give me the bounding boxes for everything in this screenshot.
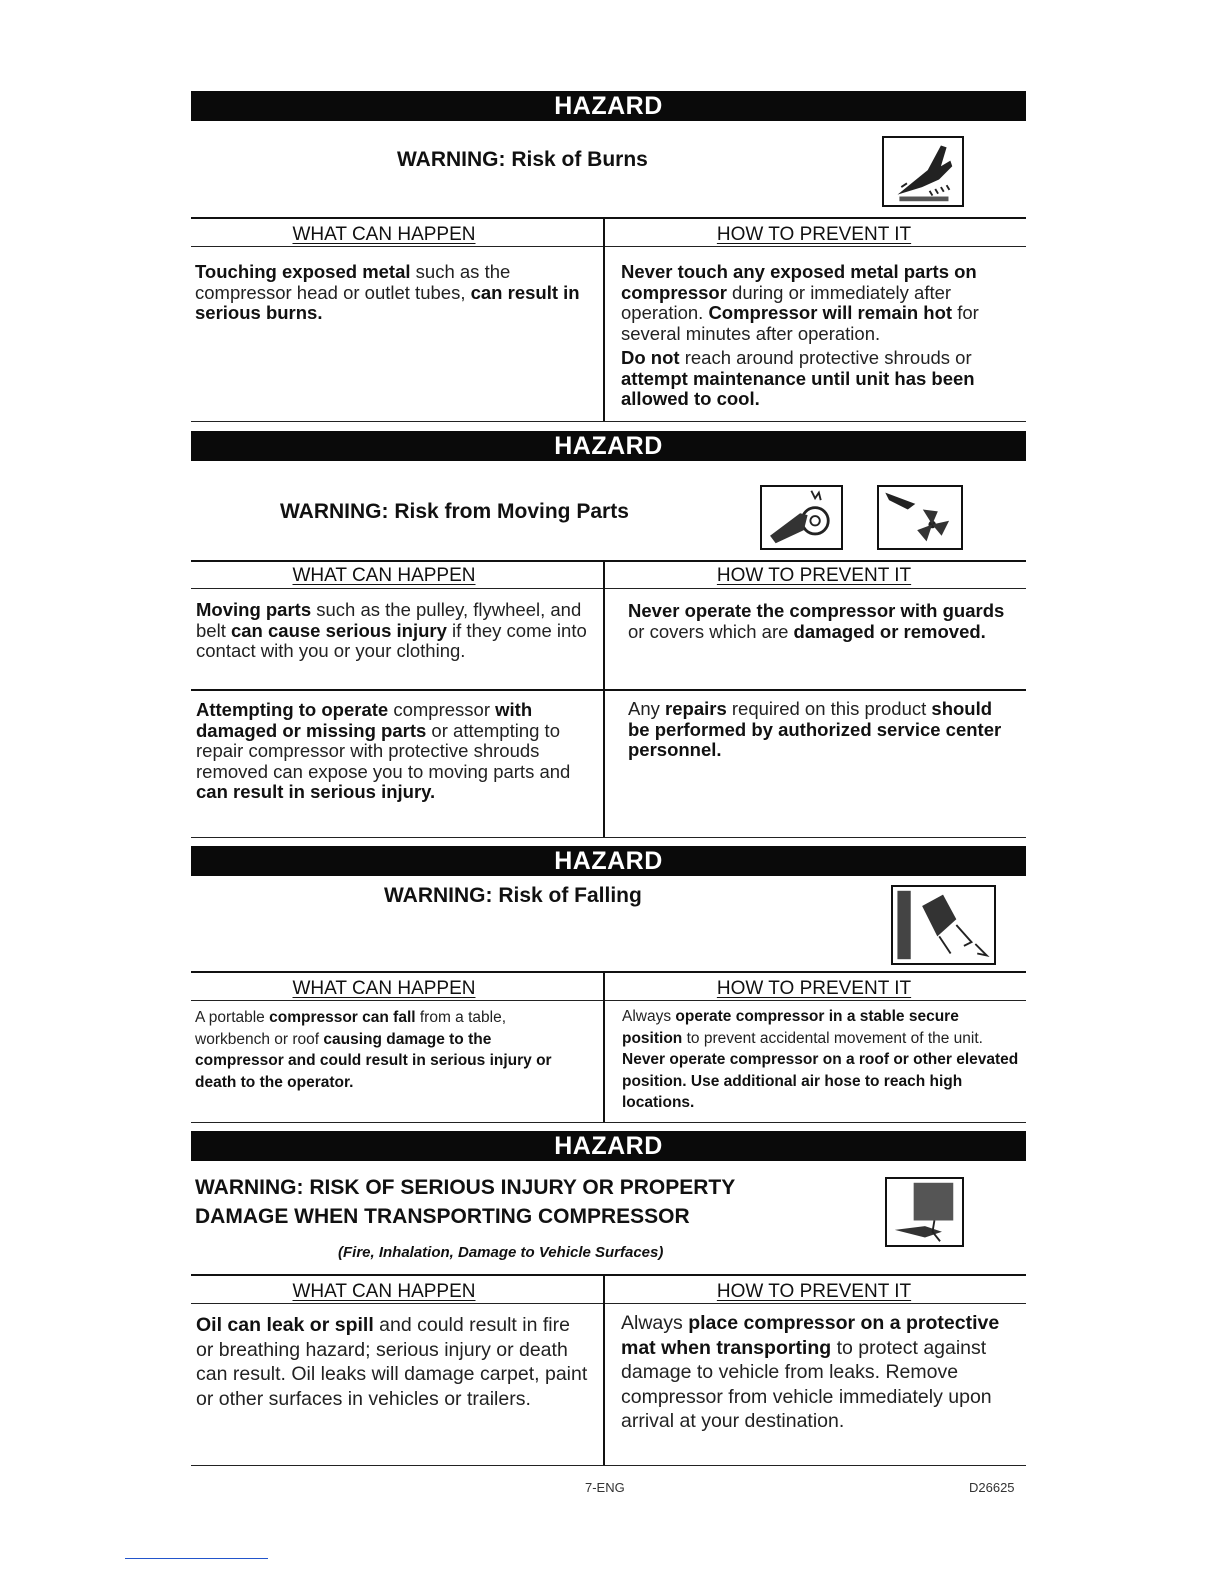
bold-text-run: can result in serious injury.	[196, 781, 436, 802]
what-can-happen-text	[195, 262, 580, 324]
column-header-what: WHAT CAN HAPPEN	[292, 565, 476, 586]
table-top-rule	[191, 217, 1026, 219]
warning-title-burns: WARNING: Risk of Burns	[397, 148, 648, 171]
text-run: A portable	[195, 1009, 270, 1026]
bold-text-run: can result in serious burns.	[195, 281, 580, 323]
table-bottom-rule	[191, 421, 1026, 422]
text-run: to prevent accidental movement of the unit.	[682, 1029, 983, 1047]
link-underline	[125, 1558, 268, 1559]
table-bottom-rule	[191, 1465, 1026, 1466]
text-run: if they come into contact with you or your clothing.	[196, 619, 587, 661]
column-header-how: HOW TO PREVENT IT	[716, 224, 912, 245]
bold-text-run: Moving parts	[196, 599, 312, 620]
text-run: and could result in fire or breathing hazard; serious injury or death can result. Oil leaks will damage carpet, paint or other surfaces in vehicles or trailers.	[196, 1314, 588, 1410]
bold-text-run: repairs	[665, 698, 727, 719]
column-header-how: HOW TO PREVENT IT	[716, 565, 912, 586]
hazard-banner: HAZARD	[191, 431, 1026, 461]
table-top-rule	[191, 971, 1026, 973]
header-rule	[191, 1000, 1026, 1001]
text-run: to protect against damage to vehicle from leaks. Remove compressor from vehicle immediately upon arrival at your destination.	[621, 1336, 992, 1432]
falling-compressor-icon	[891, 885, 996, 965]
bold-text-run: damaged or removed.	[793, 620, 986, 642]
row-rule	[191, 689, 1026, 691]
how-to-prevent-text	[621, 262, 1016, 344]
hazard-banner: HAZARD	[191, 846, 1026, 876]
hazard-banner: HAZARD	[191, 91, 1026, 121]
warning-subtitle: (Fire, Inhalation, Damage to Vehicle Surfaces)	[338, 1244, 664, 1261]
warning-title-transport-line1: WARNING: RISK OF SERIOUS INJURY OR PROPERTY	[195, 1176, 736, 1199]
fan-blade-hand-icon	[877, 485, 963, 550]
header-rule	[191, 246, 1026, 247]
bold-text-run: Never touch any exposed metal parts on compressor	[621, 261, 977, 303]
how-to-prevent-text	[628, 699, 1018, 761]
text-run: Always	[622, 1008, 676, 1025]
column-divider	[603, 1274, 605, 1466]
text-run: required on this product	[726, 698, 932, 719]
table-bottom-rule	[191, 837, 1026, 838]
how-to-prevent-text	[628, 601, 1018, 642]
page-number: 7-ENG	[585, 1480, 625, 1495]
text-run: during or immediately after operation.	[621, 281, 952, 323]
text-run: Always	[621, 1312, 689, 1334]
bold-text-run: can cause serious injury	[230, 619, 447, 641]
bold-text-run: Attempting to operate	[196, 699, 389, 720]
table-top-rule	[191, 1274, 1026, 1276]
hot-surface-hand-icon	[882, 136, 964, 207]
bold-text-run: Never operate compressor on a roof or other elevated position. Use additional air hose to reach high locations.	[622, 1051, 1019, 1111]
header-rule	[191, 588, 1026, 589]
bold-text-run: Do not	[621, 347, 680, 368]
table-bottom-rule	[191, 1122, 1026, 1123]
warning-title-falling: WARNING: Risk of Falling	[384, 884, 642, 907]
bold-text-run: place compressor on a protective mat when transporting	[621, 1312, 1000, 1359]
column-divider	[603, 217, 605, 422]
text-run: from a table, workbench or roof	[195, 1009, 507, 1048]
column-divider	[603, 560, 605, 838]
oil-leak-icon	[885, 1177, 964, 1247]
column-header-what: WHAT CAN HAPPEN	[292, 978, 476, 999]
bold-text-run: operate compressor in a stable secure position	[622, 1008, 959, 1047]
text-run: Any	[628, 698, 666, 719]
header-rule	[191, 1303, 1026, 1304]
bold-text-run: Compressor will remain hot	[708, 302, 953, 323]
text-run: for several minutes after operation.	[621, 302, 979, 344]
column-header-how: HOW TO PREVENT IT	[716, 1281, 912, 1302]
how-to-prevent-text	[622, 1006, 1020, 1114]
what-can-happen-text	[196, 1313, 588, 1411]
column-header-how: HOW TO PREVENT IT	[716, 978, 912, 999]
how-to-prevent-text	[621, 1311, 1006, 1434]
text-run: or attempting to repair compressor with protective shrouds removed can expose you to moving parts and	[196, 719, 571, 782]
bold-text-run: compressor can fall	[269, 1009, 416, 1026]
text-run: or covers which are	[628, 620, 794, 642]
warning-title-moving-parts: WARNING: Risk from Moving Parts	[280, 500, 629, 523]
column-header-what: WHAT CAN HAPPEN	[292, 1281, 476, 1302]
belt-pulley-hand-icon	[760, 485, 843, 550]
bold-text-run: attempt maintenance until unit has been allowed to cool.	[621, 367, 975, 409]
text-run: compressor	[388, 699, 496, 720]
what-can-happen-text	[196, 600, 591, 662]
text-run: reach around protective shrouds or	[679, 347, 972, 368]
what-can-happen-text	[195, 1007, 575, 1093]
bold-text-run: Touching exposed metal	[195, 261, 411, 282]
bold-text-run: Oil can leak or spill	[196, 1314, 374, 1336]
text-run: such as the compressor head or outlet tubes,	[195, 261, 511, 303]
hazard-banner: HAZARD	[191, 1131, 1026, 1161]
bold-text-run: Never operate the compressor with guards	[628, 600, 1005, 621]
warning-title-transport-line2: DAMAGE WHEN TRANSPORTING COMPRESSOR	[195, 1205, 690, 1228]
text-run: such as the pulley, flywheel, and belt	[196, 599, 582, 641]
document-id: D26625	[969, 1480, 1015, 1495]
table-top-rule	[191, 560, 1026, 562]
column-header-what: WHAT CAN HAPPEN	[292, 224, 476, 245]
what-can-happen-text	[196, 700, 591, 803]
how-to-prevent-text-2	[621, 348, 1016, 410]
bold-text-run: causing damage to the compressor and could result in serious injury or death to the operator.	[195, 1030, 552, 1091]
bold-text-run: should be performed by authorized service center personnel.	[628, 698, 1002, 760]
column-divider	[603, 971, 605, 1122]
bold-text-run: with damaged or missing parts	[196, 699, 533, 741]
